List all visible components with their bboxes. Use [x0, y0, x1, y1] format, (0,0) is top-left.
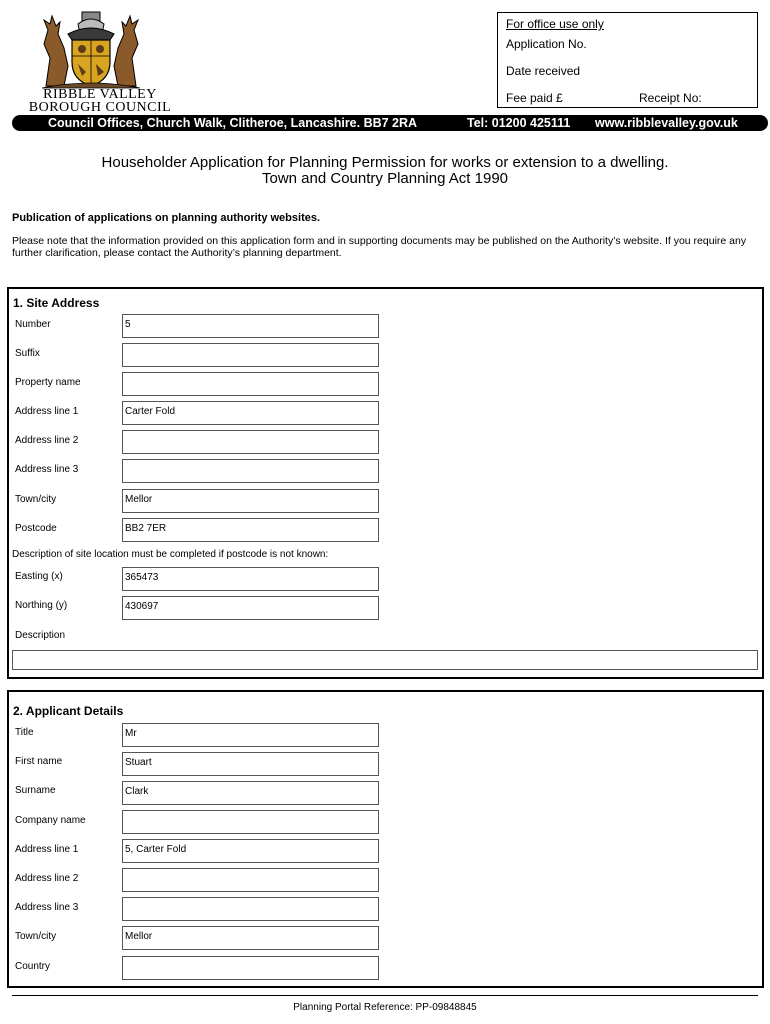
banner-address: Council Offices, Church Walk, Clitheroe, Lancashire. BB7 2RA [48, 116, 418, 130]
easting-label: Easting (x) [15, 571, 63, 582]
form-subtitle: Town and Country Planning Act 1990 [262, 170, 508, 187]
postcode-field[interactable]: BB2 7ER [122, 518, 379, 542]
site-address-line3-label: Address line 3 [15, 464, 79, 475]
applicant-heading: 2. Applicant Details [13, 704, 124, 718]
site-address-line2-field[interactable] [122, 430, 379, 454]
site-address-line1-label: Address line 1 [15, 406, 79, 417]
footer-divider [12, 995, 758, 996]
banner-web: www.ribblevalley.gov.uk [595, 116, 738, 130]
applicant-address-line2-label: Address line 2 [15, 873, 79, 884]
fee-paid-label: Fee paid £ [506, 91, 563, 105]
applicant-address-line2-field[interactable] [122, 868, 379, 892]
country-label: Country [15, 961, 51, 972]
surname-field[interactable]: Clark [122, 781, 379, 805]
office-use-box [497, 12, 758, 108]
site-address-section [7, 287, 764, 679]
council-crest-logo [38, 8, 144, 90]
publication-note: Please note that the information provided on this application form and in supporting documents may be published on the Authority’s website. If you require any further clarification, please contact the Authority’s planning department. [12, 235, 747, 259]
application-no-label: Application No. [506, 37, 587, 51]
contact-banner [12, 115, 768, 131]
date-received-label: Date received [506, 64, 581, 78]
suffix-label: Suffix [15, 348, 40, 359]
applicant-address-line1-label: Address line 1 [15, 844, 79, 855]
site-address-line3-field[interactable] [122, 459, 379, 483]
site-address-line2-label: Address line 2 [15, 435, 79, 446]
first-name-label: First name [15, 756, 63, 767]
surname-label: Surname [15, 785, 56, 796]
applicant-town-field[interactable]: Mellor [122, 926, 379, 950]
applicant-address-line1-field[interactable]: 5, Carter Fold [122, 839, 379, 863]
property-name-field[interactable] [122, 372, 379, 396]
title-field[interactable]: Mr [122, 723, 379, 747]
publication-heading: Publication of applications on planning authority websites. [12, 212, 321, 224]
northing-label: Northing (y) [15, 600, 68, 611]
suffix-field[interactable] [122, 343, 379, 367]
first-name-field[interactable]: Stuart [122, 752, 379, 776]
site-address-heading: 1. Site Address [13, 296, 100, 310]
council-name-line1: RIBBLE VALLEY [43, 87, 157, 102]
description-field[interactable] [12, 650, 758, 670]
site-address-line1-field[interactable]: Carter Fold [122, 401, 379, 425]
postcode-label: Postcode [15, 523, 57, 534]
northing-field[interactable]: 430697 [122, 596, 379, 620]
location-note: Description of site location must be completed if postcode is not known: [12, 549, 329, 560]
form-title: Householder Application for Planning Permission for works or extension to a dwelling. [101, 154, 669, 171]
council-name-line2: BOROUGH COUNCIL [28, 100, 172, 115]
applicant-address-line3-field[interactable] [122, 897, 379, 921]
receipt-no-label: Receipt No: [639, 91, 702, 105]
applicant-section [7, 690, 764, 988]
property-name-label: Property name [15, 377, 81, 388]
applicant-town-label: Town/city [15, 931, 57, 942]
number-field[interactable]: 5 [122, 314, 379, 338]
description-label: Description [15, 630, 66, 641]
number-label: Number [15, 319, 51, 330]
title-label: Title [15, 727, 34, 738]
site-town-label: Town/city [15, 494, 57, 505]
site-town-field[interactable]: Mellor [122, 489, 379, 513]
company-name-field[interactable] [122, 810, 379, 834]
country-field[interactable] [122, 956, 379, 980]
easting-field[interactable]: 365473 [122, 567, 379, 591]
company-name-label: Company name [15, 815, 86, 826]
office-use-title: For office use only [506, 17, 604, 31]
applicant-address-line3-label: Address line 3 [15, 902, 79, 913]
banner-tel: Tel: 01200 425111 [467, 116, 571, 130]
planning-portal-reference: Planning Portal Reference: PP-09848845 [293, 1002, 477, 1013]
